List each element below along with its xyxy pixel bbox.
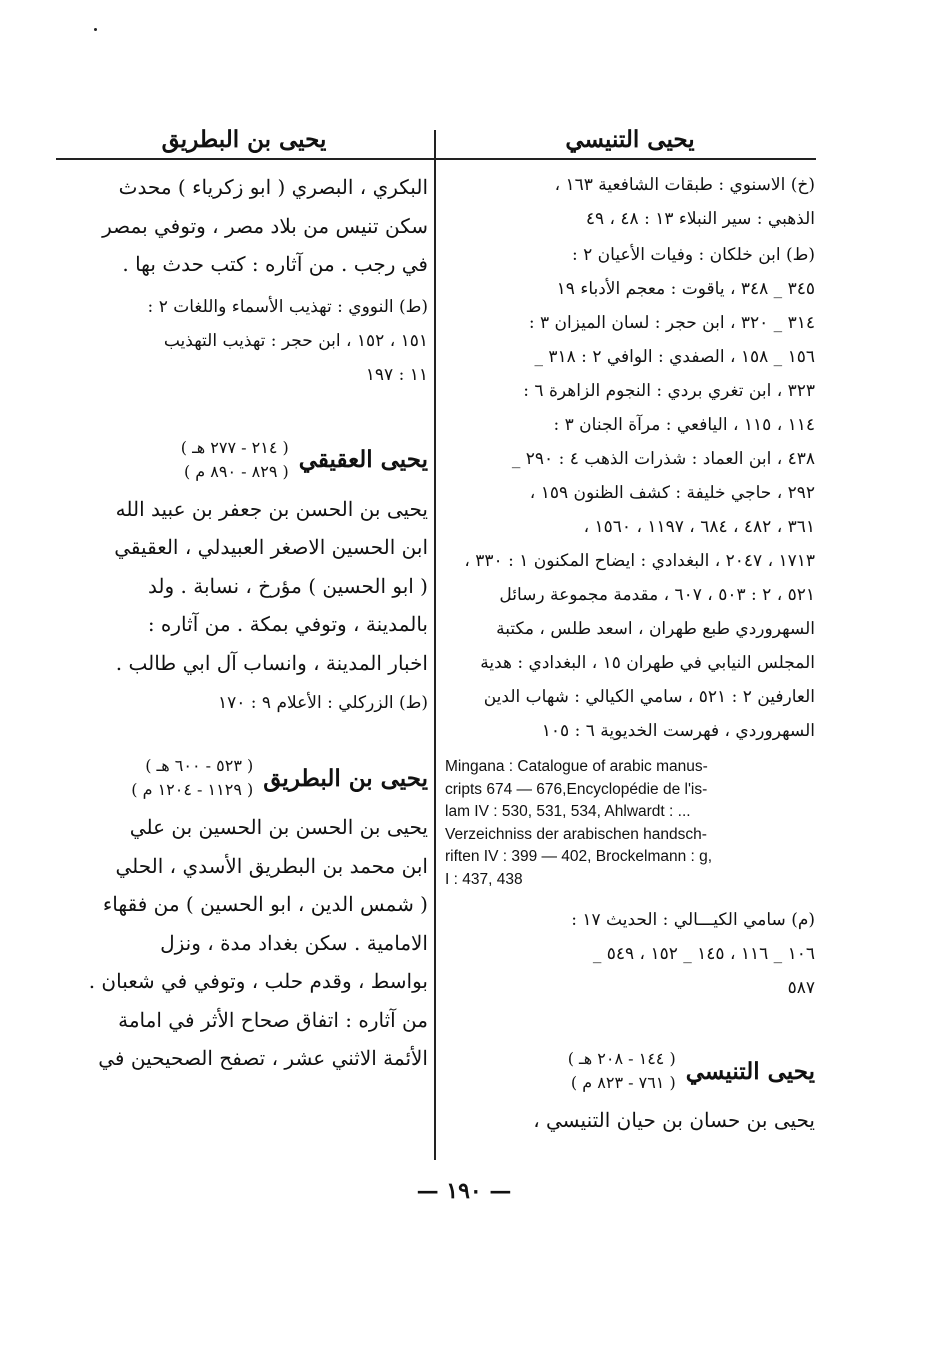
- left-intro: [60, 168, 428, 284]
- text-line: ٣٢٣ ، ابن تغري بردي : النجوم الزاهرة ٦ :: [523, 381, 815, 401]
- text-line: ٥٨٧: [787, 978, 815, 998]
- text-line: يحيى بن الحسن بن جعفر بن عبيد الله: [115, 496, 428, 521]
- text-line: cripts 674 — 676,Encyclopédie de l'is-: [445, 780, 708, 798]
- column-divider: [434, 130, 436, 1160]
- text-line: I : 437, 438: [445, 870, 523, 888]
- left-entry2-text: [60, 808, 428, 1078]
- text-line: (ط) النووي : تهذيب الأسماء واللغات ٢ :: [147, 296, 428, 317]
- text-line: ٤٣٨ ، ابن العماد : شذرات الذهب ٤ : ٢٩٠ _: [511, 449, 815, 469]
- text-line: (خ) الاسنوي : طبقات الشافعية ١٦٣ ،: [554, 175, 815, 195]
- text-line: بواسط ، وقدم حلب ، وتوفي في شعبان .: [88, 969, 428, 993]
- text-line: المجلس النيابي في طهران ١٥ ، البغدادي : هدية: [480, 653, 815, 673]
- text-line: ابن الحسين الاصغر العبيدلي ، العقيقي: [114, 535, 428, 559]
- text-line: ٥٢١ ، ٢ : ٥٠٣ ، ٦٠٧ ، مقدمة مجموعة رسائل: [499, 585, 815, 605]
- text-line: البكري ، البصري ( ابو زكرياء ) محدث: [118, 175, 428, 199]
- text-line: الذهبي : سير النبلاء ١٣ : ٤٨ ، ٤٩: [585, 209, 815, 229]
- entry-dates: [131, 754, 253, 802]
- text-line: ( شمس الدين ، ابو الحسين ) من فقهاء: [102, 892, 428, 916]
- right-refs-a: [445, 168, 815, 236]
- speck: [94, 28, 97, 31]
- text-line: ٣٤٥ _ ٣٤٨ ، ياقوت : معجم الأدباء ١٩: [556, 279, 815, 299]
- text-line: ٣٦١ ، ٤٨٢ ، ٦٨٤ ، ١١٩٧ ، ١٥٦٠ ،: [583, 517, 815, 537]
- text-line: ١٧١٣ ، ٢٠٤٧ ، البغدادي : ايضاح المكنون ١ : ٣٣٠ ،: [464, 551, 815, 571]
- text-line: في رجب . من آثاره : كتب حدث بها .: [122, 252, 428, 276]
- entry-heading-batriq: [60, 754, 428, 802]
- text-line: بالمدينة ، وتوفي بمكة . من آثاره :: [147, 612, 428, 636]
- left-column: [60, 120, 428, 1078]
- entry-heading-aqiqi: [60, 436, 428, 484]
- entry-heading-tinnisi: [445, 1047, 815, 1095]
- text-line: ١٥١ ، ١٥٢ ، ابن حجر : تهذيب التهذيب: [163, 330, 428, 351]
- left-entry1-ref: (ط) الزركلي : الأعلام ٩ : ١٧٠: [217, 693, 428, 713]
- text-line: السهروردي ، فهرست الخديوية ٦ : ١٠٥: [541, 721, 815, 741]
- text-line: السهروردي طبع طهران ، اسعد طلس ، مكتبة: [496, 619, 815, 639]
- right-refs-b: [445, 238, 815, 748]
- text-line: ٢٩٢ ، حاجي خليفة : كشف الظنون ١٥٩ ،: [529, 483, 815, 503]
- dates-gregorian: ( ١١٢٩ - ١٢٠٤ م ): [131, 780, 254, 799]
- text-line: Verzeichniss der arabischen handsch-: [445, 825, 707, 843]
- text-line: اخبار المدينة ، وانساب آل ابي طالب .: [115, 650, 428, 675]
- dates-gregorian: ( ٨٢٩ - ٨٩٠ م ): [183, 461, 289, 481]
- text-line: ٣١٤ _ ٣٢٠ ، ابن حجر : لسان الميزان ٣ :: [528, 313, 815, 333]
- left-header: يحيى بن البطريق: [161, 126, 327, 153]
- entry-dates: [181, 436, 289, 484]
- text-line: lam IV : 530, 531, 534, Ahlwardt : ...: [445, 803, 691, 820]
- text-line: ١١٤ ، ١١٥ ، اليافعي : مرآة الجنان ٣ :: [553, 415, 815, 435]
- entry-name: يحيى التنيسي: [685, 1057, 815, 1085]
- text-line: ( ابو الحسين ) مؤرخ ، نسابة . ولد: [147, 573, 428, 598]
- text-line: ١٥٦ _ ١٥٨ ، الصفدي : الوافي ٢ : ٣١٨ _: [534, 347, 815, 367]
- dates-gregorian: ( ٧٦١ - ٨٢٣ م ): [570, 1073, 676, 1092]
- right-column: [445, 120, 815, 1140]
- page-number: — ١٩٠ —: [416, 1178, 512, 1204]
- text-line: (ط) ابن خلكان : وفيات الأعيان ٢ :: [571, 245, 815, 265]
- text-line: الأئمة الاثني عشر ، تصفح الصحيحين في: [98, 1046, 428, 1070]
- text-line: (م) سامي الكيـــالي : الحديث ١٧ :: [571, 910, 815, 930]
- right-header: يحيى التنيسي: [565, 126, 695, 153]
- text-line: سكن تنيس من بلاد مصر ، وتوفي بمصر: [102, 213, 428, 238]
- entry-name: يحيى العقيقي: [298, 446, 428, 473]
- text-line: ١٠٦ _ ١١٦ ، ١٤٥ _ ١٥٢ ، ٥٤٩ _: [592, 944, 815, 964]
- dates-hijri: ( ٥٢٣ - ٦٠٠ هـ ): [145, 756, 254, 775]
- text-line: ١١ : ١٩٧: [365, 364, 428, 385]
- right-entry-text: [445, 1101, 815, 1140]
- text-line: ابن محمد بن البطريق الأسدي ، الحلي: [115, 853, 428, 878]
- text-line: Mingana : Catalogue of arabic manus-: [445, 758, 708, 775]
- right-latin-refs: [445, 756, 815, 891]
- entry-name: يحيى بن البطريق: [263, 764, 428, 792]
- text-line: من آثاره : اتفاق صحاح الأثر في امامة: [118, 1007, 428, 1032]
- text-line: يحيى بن الحسن بن الحسين بن علي: [129, 815, 428, 839]
- dates-hijri: ( ١٤٤ - ٢٠٨ هـ ): [567, 1049, 676, 1068]
- text-line: يحيى بن حسان بن حيان التنيسي ،: [533, 1108, 815, 1132]
- left-refs-a: [60, 290, 428, 392]
- text-line: الامامية . سكن بغداد مدة ، ونزل: [160, 930, 428, 955]
- text-line: riften IV : 399 — 402, Brockelmann : g,: [445, 848, 713, 865]
- dates-hijri: ( ٢١٤ - ٢٧٧ هـ ): [180, 437, 289, 457]
- entry-dates: [568, 1047, 676, 1095]
- left-entry1-text: [60, 490, 428, 683]
- text-line: العارفين ٢ : ٥٢١ ، سامي الكيالي : شهاب الدين: [483, 687, 815, 707]
- right-refs-c: [445, 903, 815, 1005]
